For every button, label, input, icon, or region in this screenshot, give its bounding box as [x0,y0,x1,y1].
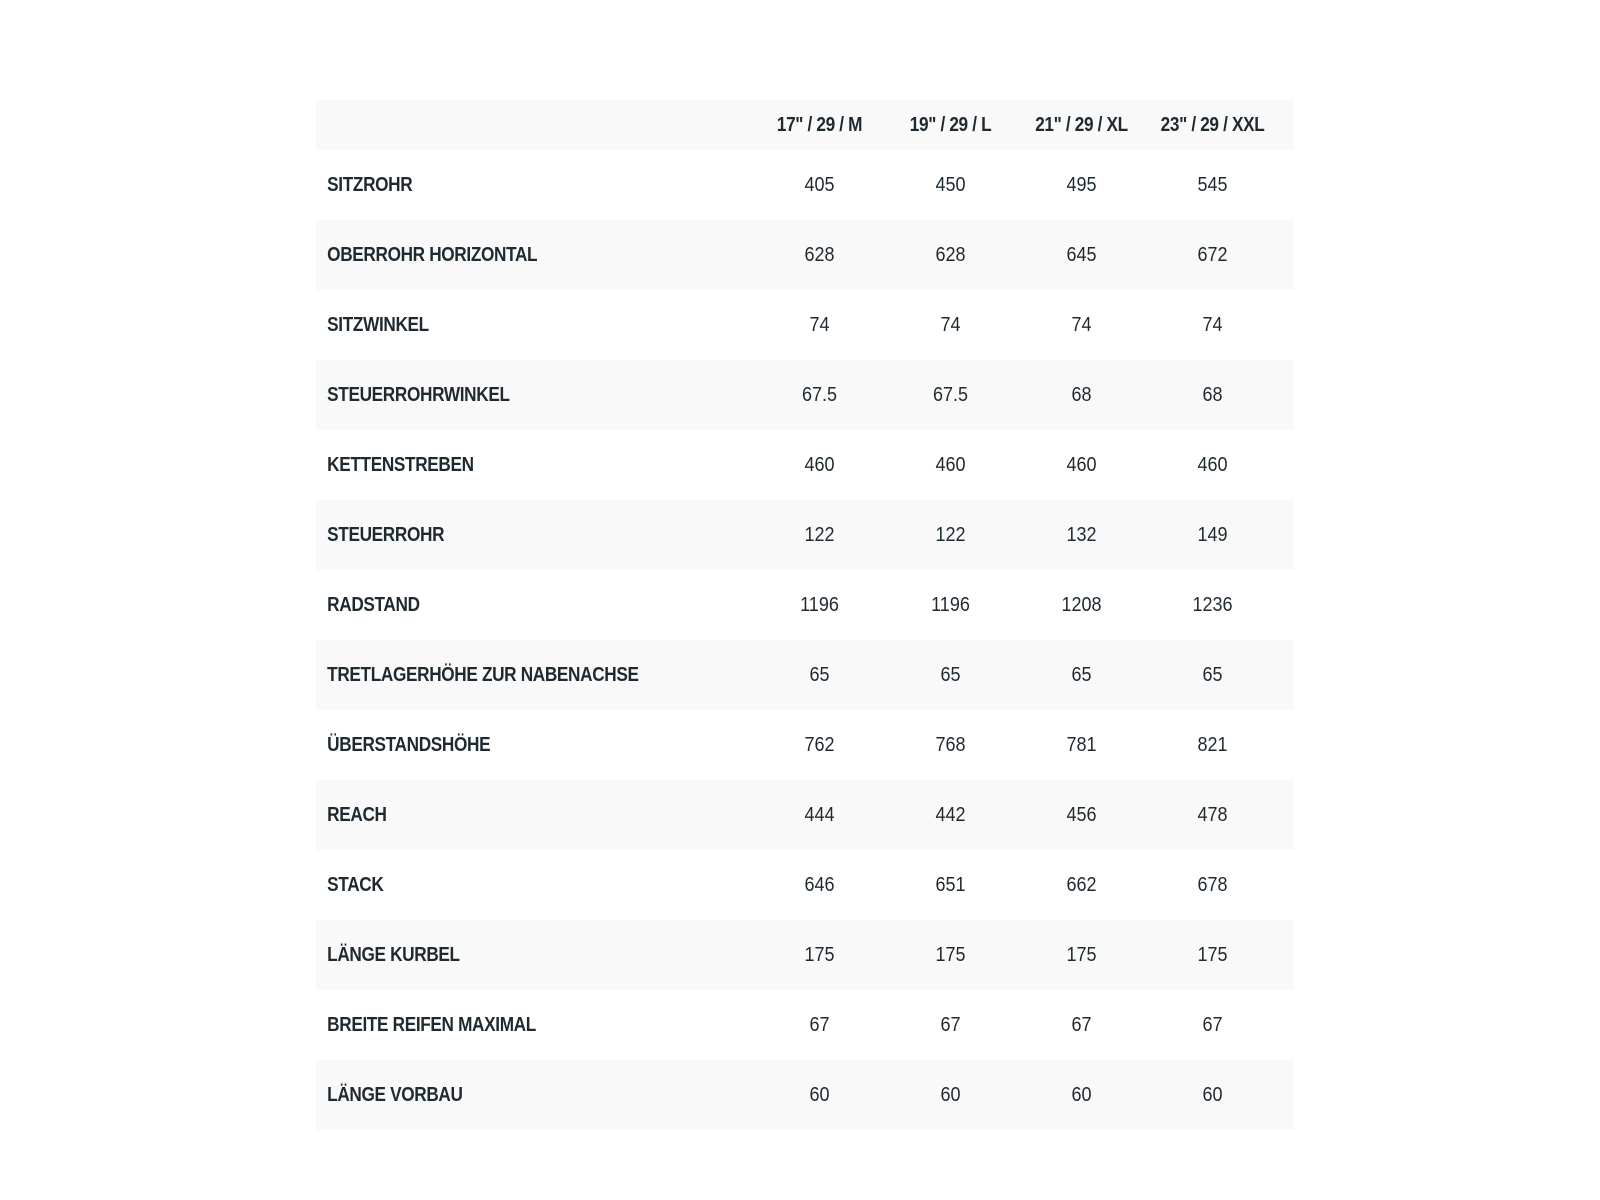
row-label: SITZROHR [327,173,413,196]
row-value: 651 [935,873,966,896]
row-value: 460 [804,453,835,476]
row-value: 74 [1202,313,1223,336]
row-label: SITZWINKEL [327,313,429,336]
row-label: RADSTAND [327,593,420,616]
row-label: OBERROHR HORIZONTAL [327,243,538,266]
row-label: REACH [327,803,387,826]
row-value: 74 [809,313,830,336]
row-value: 821 [1197,733,1228,756]
table-body [316,150,1294,1130]
table-row [316,570,1294,640]
table-header-row [316,100,1294,150]
row-value: 67 [1071,1013,1092,1036]
table-row [316,640,1294,710]
row-value: 1196 [800,593,839,616]
row-value: 478 [1197,803,1228,826]
row-value: 60 [940,1083,961,1106]
table-row [316,710,1294,780]
row-value: 781 [1066,733,1097,756]
row-value: 405 [804,173,835,196]
row-value: 132 [1066,523,1097,546]
row-value: 68 [1202,383,1223,406]
row-value: 67.5 [932,383,969,406]
row-value: 65 [1202,663,1223,686]
row-value: 74 [940,313,961,336]
row-value: 175 [804,943,835,966]
row-label: STEUERROHRWINKEL [327,383,510,406]
table-row [316,500,1294,570]
row-value: 628 [804,243,835,266]
row-value: 122 [804,523,835,546]
row-value: 175 [935,943,966,966]
row-value: 645 [1066,243,1097,266]
row-value: 175 [1066,943,1097,966]
table-row [316,920,1294,990]
row-value: 450 [935,173,966,196]
row-value: 149 [1197,523,1228,546]
row-value: 122 [935,523,966,546]
row-value: 1208 [1061,593,1102,616]
row-value: 495 [1066,173,1097,196]
column-header-l: 19" / 29 / L [909,113,992,136]
table-row [316,220,1294,290]
row-label: KETTENSTREBEN [327,453,474,476]
table-row [316,430,1294,500]
row-value: 444 [804,803,835,826]
row-label: STACK [327,873,384,896]
column-header-m: 17" / 29 / M [776,113,863,136]
row-value: 762 [804,733,835,756]
row-value: 768 [935,733,966,756]
row-value: 460 [935,453,966,476]
row-label: TRETLAGERHÖHE ZUR NABENACHSE [327,663,639,686]
row-label: STEUERROHR [327,523,445,546]
row-value: 67 [809,1013,830,1036]
table-row [316,990,1294,1060]
row-label: LÄNGE VORBAU [327,1083,463,1106]
row-value: 442 [935,803,966,826]
row-value: 662 [1066,873,1097,896]
row-value: 60 [1202,1083,1223,1106]
row-value: 68 [1071,383,1092,406]
row-label: LÄNGE KURBEL [327,943,460,966]
row-value: 1236 [1192,593,1233,616]
table-row [316,1060,1294,1130]
row-value: 460 [1197,453,1228,476]
table-row [316,780,1294,850]
column-header-xxl: 23" / 29 / XXL [1160,113,1265,136]
row-label: BREITE REIFEN MAXIMAL [327,1013,536,1036]
row-value: 456 [1066,803,1097,826]
row-value: 646 [804,873,835,896]
row-value: 672 [1197,243,1228,266]
row-value: 175 [1197,943,1228,966]
table-row [316,290,1294,360]
table-row [316,360,1294,430]
row-value: 74 [1071,313,1092,336]
row-value: 65 [940,663,961,686]
row-value: 678 [1197,873,1228,896]
row-value: 65 [1071,663,1092,686]
table-row [316,150,1294,220]
row-value: 67.5 [801,383,838,406]
row-value: 628 [935,243,966,266]
column-header-xl: 21" / 29 / XL [1035,113,1128,136]
row-value: 60 [1071,1083,1092,1106]
row-value: 1196 [931,593,970,616]
row-value: 65 [809,663,830,686]
row-label: ÜBERSTANDSHÖHE [327,733,491,756]
row-value: 460 [1066,453,1097,476]
geometry-table [316,100,1294,1130]
table-row [316,850,1294,920]
row-value: 545 [1197,173,1228,196]
row-value: 67 [1202,1013,1223,1036]
row-value: 60 [809,1083,830,1106]
row-value: 67 [940,1013,961,1036]
